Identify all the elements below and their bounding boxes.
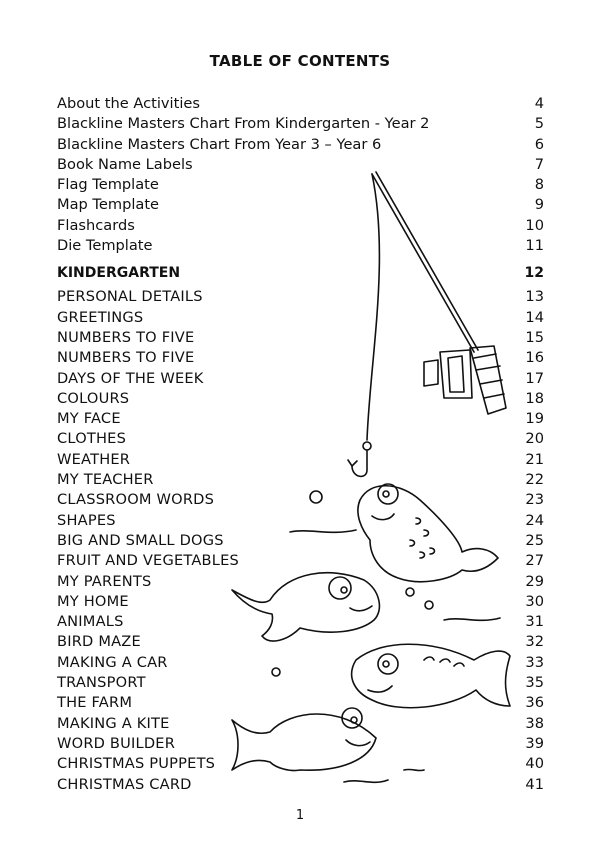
toc-entry-label: MY TEACHER [57,471,154,489]
toc-entry[interactable] [57,348,544,368]
toc-entry-page: 35 [525,674,544,692]
toc-entry[interactable] [57,775,544,795]
toc-entry-label: NUMBERS TO FIVE [57,328,195,346]
toc-entry[interactable] [57,216,544,236]
toc-entry-label: Flashcards [57,216,135,234]
toc-entry[interactable] [57,195,544,215]
toc-entry-page: 20 [525,430,544,448]
toc-entry[interactable] [57,236,544,256]
toc-entry-label: Map Template [57,196,160,214]
toc-entry-page: 22 [525,471,544,489]
toc-entry-label: TRANSPORT [57,674,146,692]
toc-entry[interactable] [57,653,544,673]
toc-entry-label: CHRISTMAS PUPPETS [57,755,216,773]
toc-entry-page: 15 [525,328,544,346]
toc-entry[interactable] [57,175,544,195]
toc-entry-label: PERSONAL DETAILS [57,288,203,306]
toc-entry[interactable] [57,155,544,175]
toc-entry-page: 7 [534,155,544,173]
toc-entry-page: 17 [525,369,544,387]
toc-entry-page: 32 [525,633,544,651]
toc-entry-page: 18 [525,389,544,407]
toc-entry-page: 30 [525,592,544,610]
toc-entry-label: About the Activities [57,95,200,112]
toc-entry-label: BIG AND SMALL DOGS [57,531,224,549]
section-heading-label: KINDERGARTEN [57,265,181,282]
toc-entry-page: 10 [525,216,544,234]
section-list [57,287,544,794]
toc-entry[interactable] [57,409,544,429]
intro-list [57,94,544,256]
page-number: 1 [295,808,305,823]
toc-entry[interactable] [57,308,544,328]
toc-entry-label: WEATHER [57,450,131,468]
toc-entry[interactable] [57,612,544,632]
toc-entry[interactable] [57,714,544,734]
toc-entry[interactable] [57,328,544,348]
toc-entry-label: Die Template [57,237,153,255]
toc-entry[interactable] [57,287,544,307]
toc-entry-page: 36 [525,694,544,712]
toc-entry-page: 33 [525,653,544,671]
toc-entry-label: THE FARM [57,694,133,712]
toc-entry-page: 38 [525,714,544,732]
toc-entry-label: MY FACE [57,410,121,428]
toc-entry-page: 24 [525,511,544,529]
toc-entry-label: CLOTHES [57,430,127,448]
page-title: TABLE OF CONTENTS [209,52,391,70]
toc-entry-label: FRUIT AND VEGETABLES [57,552,239,570]
table-of-contents [57,94,544,795]
toc-entry-page: 27 [525,552,544,570]
toc-entry[interactable] [57,632,544,652]
toc-entry-label: MAKING A KITE [57,714,170,732]
toc-entry-page: 6 [534,135,544,153]
section-heading-page: 12 [524,265,544,282]
toc-entry[interactable] [57,673,544,693]
toc-entry-label: Book Name Labels [57,155,193,173]
toc-entry-label: Flag Template [57,176,159,194]
toc-entry[interactable] [57,114,544,134]
toc-entry-page: 16 [525,349,544,367]
toc-entry[interactable] [57,734,544,754]
toc-entry-label: NUMBERS TO FIVE [57,349,195,367]
toc-entry[interactable] [57,94,544,114]
toc-entry-page: 11 [525,237,544,255]
toc-entry-page: 4 [534,95,544,112]
toc-entry-label: Blackline Masters Chart From Kindergarten - Year 2 [57,115,430,133]
toc-entry-page: 29 [525,572,544,590]
toc-entry-label: WORD BUILDER [57,734,176,752]
toc-entry-page: 21 [525,450,544,468]
toc-entry[interactable] [57,450,544,470]
toc-entry[interactable] [57,572,544,592]
toc-entry[interactable] [57,470,544,490]
toc-entry[interactable] [57,551,544,571]
toc-entry-label: MY HOME [57,592,129,610]
toc-entry-page: 14 [525,308,544,326]
toc-entry-label: CHRISTMAS CARD [57,775,192,793]
toc-entry[interactable] [57,531,544,551]
toc-entry[interactable] [57,135,544,155]
toc-entry-label: COLOURS [57,389,130,407]
toc-entry[interactable] [57,754,544,774]
toc-entry-label: ANIMALS [57,613,124,631]
toc-entry-page: 19 [525,410,544,428]
toc-entry[interactable] [57,490,544,510]
toc-entry-page: 23 [525,491,544,509]
toc-entry-page: 5 [534,115,544,133]
toc-entry-page: 41 [525,775,544,793]
toc-entry-page: 40 [525,755,544,773]
toc-entry-label: GREETINGS [57,308,144,326]
toc-entry-label: CLASSROOM WORDS [57,491,215,509]
toc-entry-page: 13 [525,288,544,306]
toc-entry[interactable] [57,369,544,389]
toc-entry[interactable] [57,429,544,449]
toc-entry-page: 8 [534,176,544,194]
toc-entry-label: DAYS OF THE WEEK [57,369,204,387]
toc-entry-page: 25 [525,531,544,549]
toc-entry-page: 31 [525,613,544,631]
toc-entry[interactable] [57,389,544,409]
toc-entry-label: BIRD MAZE [57,633,141,651]
toc-entry-label: SHAPES [57,511,116,529]
toc-entry-label: Blackline Masters Chart From Year 3 – Year 6 [57,135,382,153]
toc-entry-label: MY PARENTS [57,572,152,590]
toc-entry[interactable] [57,592,544,612]
toc-entry-page: 39 [525,734,544,752]
toc-entry[interactable] [57,511,544,531]
section-heading[interactable] [57,261,544,285]
toc-entry-page: 9 [534,196,544,214]
toc-entry[interactable] [57,693,544,713]
toc-entry-label: MAKING A CAR [57,653,168,671]
